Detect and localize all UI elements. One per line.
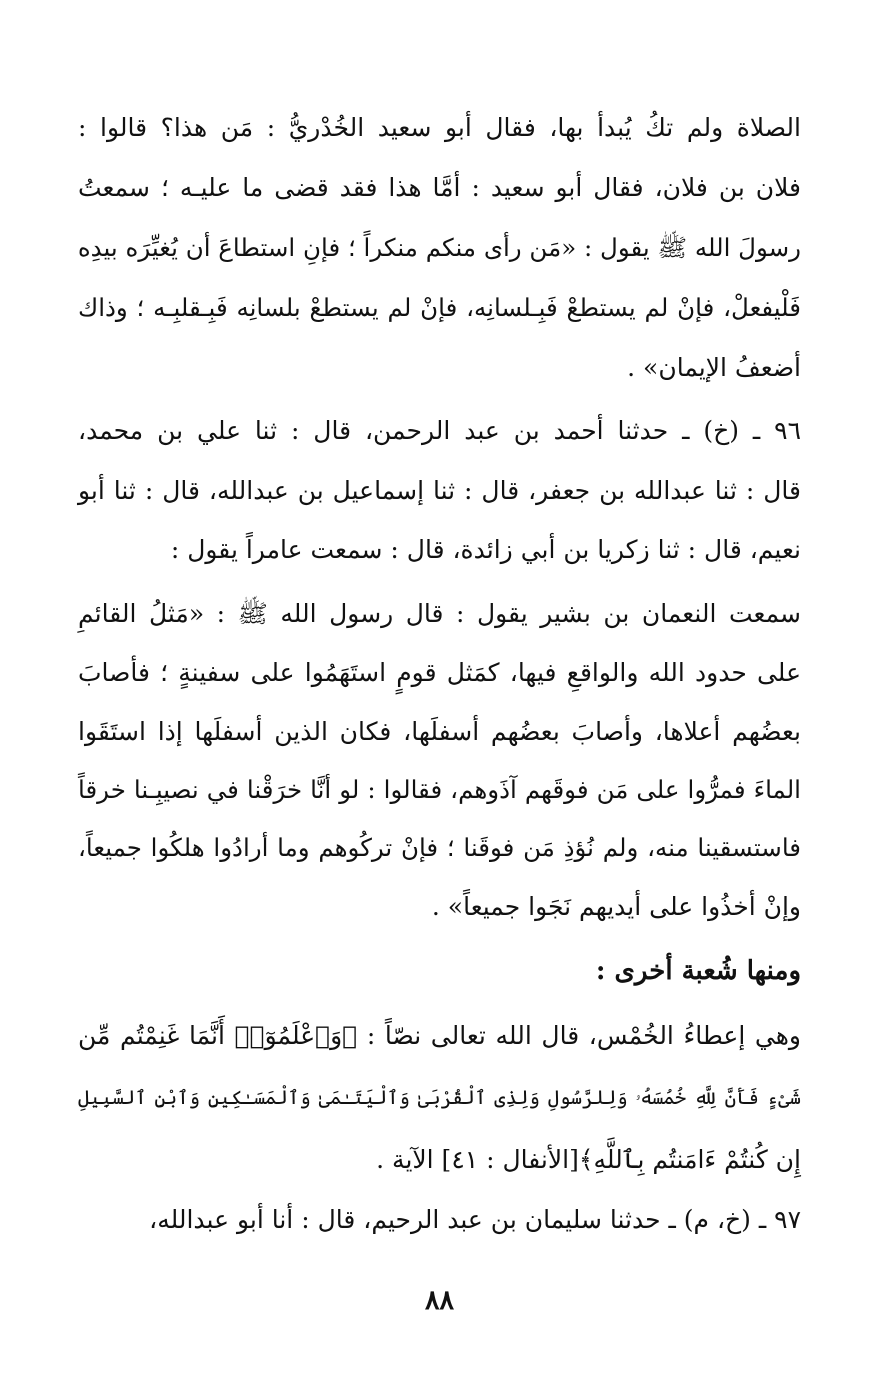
text-line: فلان بن فلان، فقال أبو سعيد : أمَّا هذا فقد قضى ما عليـه ؛ سمعتُ: [78, 173, 801, 202]
section-heading: ومنها شُعبة أخرى :: [595, 956, 801, 986]
text-line: قال : ثنا عبدالله بن جعفر، قال : ثنا إسماعيل بن عبدالله، قال : ثنا أبو: [78, 476, 801, 505]
text-line: رسولَ الله ﷺ يقول : «مَن رأى منكم منكراً ؛ فإنِ استطاعَ أن يُغيِّرَه بيدِه: [77, 233, 801, 262]
quran-verse-line: إِن كُنتُمْ ءَامَنتُم بِٱللَّهِ﴾[الأنفال : ٤١] الآية .: [376, 1145, 801, 1174]
page-number: ٨٨: [424, 1285, 454, 1316]
text-line: نعيم، قال : ثنا زكريا بن أبي زائدة، قال : سمعت عامراً يقول :: [170, 535, 801, 564]
hadith-number-line: ٩٦ ـ (خ) ـ حدثنا أحمد بن عبد الرحمن، قال : ثنا علي بن محمد،: [78, 416, 801, 445]
hadith-number-line: ٩٧ ـ (خ، م) ـ حدثنا سليمان بن عبد الرحيم، قال : أنا أبو عبدالله،: [149, 1205, 801, 1234]
text-line: وهي إعطاءُ الخُمْس، قال الله تعالى نصّاً : ﴿وَٱعْلَمُوٓا۟ أَنَّمَا غَنِمْتُم مِّن: [78, 1021, 801, 1050]
text-line: فاستسقينا منه، ولم نُؤذِ مَن فوقَنا ؛ فإنْ تركُوهم وما أرادُوا هلكُوا جميعاً،: [78, 833, 801, 862]
text-line: الصلاة ولم تكُ يُبدأ بها، فقال أبو سعيد الخُدْريُّ : مَن هذا؟ قالوا :: [78, 113, 801, 142]
text-line: بعضُهم أعلاها، وأصابَ بعضُهم أسفلَها، فكان الذين أسفلَها إذا استَقَوا: [78, 717, 801, 746]
quran-verse-line: شَىْءٍ فَأَنَّ لِلَّهِ خُمُسَهُۥ وَلِلرَّسُولِ وَلِذِى ٱلْقُرْبَىٰ وَٱلْيَتَـٰمَىٰ وَٱلْمَسَـٰكِينِ وَٱبْنِ ٱلسَّبِيلِ: [78, 1086, 801, 1109]
text-line: سمعت النعمان بن بشير يقول : قال رسول الله ﷺ : «مَثلُ القائمِ: [78, 599, 801, 628]
text-line: وإنْ أخذُوا على أيديهم نَجَوا جميعاً» .: [431, 892, 801, 921]
text-line: على حدود الله والواقعِ فيها، كمَثل قومٍ استَهَمُوا على سفينةٍ ؛ فأصابَ: [78, 658, 801, 687]
text-line: الماءَ فمرُّوا على مَن فوقَهم آذَوهم، فقالوا : لو أنَّا خرَقْنا في نصيبِـنا خرقاً: [78, 775, 801, 804]
text-line: أضعفُ الإيمان» .: [627, 353, 801, 382]
text-line: فَلْيفعلْ، فإنْ لم يستطعْ فَبِـلسانِه، فإنْ لم يستطعْ بلسانِه فَبِـقلبِـه ؛ وذاك: [78, 293, 801, 322]
